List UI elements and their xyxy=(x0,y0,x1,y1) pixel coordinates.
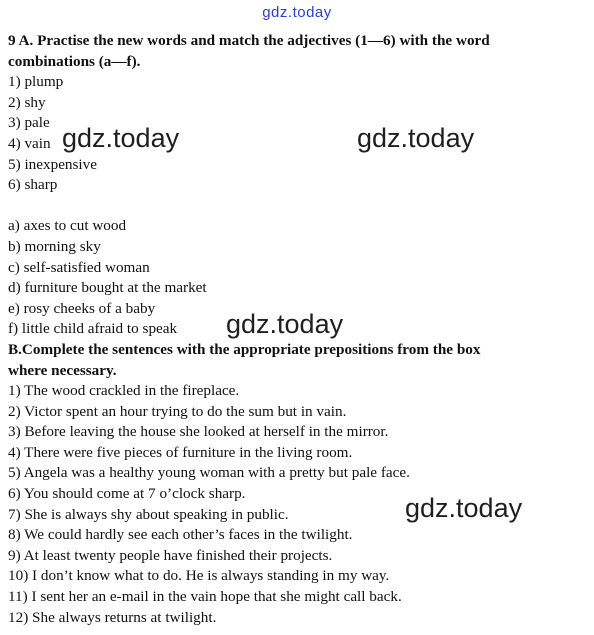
list-item: 3) Before leaving the house she looked at herself in the mirror. xyxy=(8,423,389,441)
task-b-title: B.Complete the sentences with the appropriate prepositions from the box xyxy=(8,340,481,358)
task-b-title-cont: where necessary. xyxy=(8,361,117,379)
watermark: gdz.today xyxy=(62,123,180,153)
list-item: 10) I don’t know what to do. He is always standing in my way. xyxy=(8,567,390,585)
list-item: 6) You should come at 7 o’clock sharp. xyxy=(8,485,246,503)
list-item: 3) pale xyxy=(8,114,50,132)
list-item: 2) shy xyxy=(8,93,46,111)
list-item: a) axes to cut wood xyxy=(8,217,127,235)
list-item: 5) inexpensive xyxy=(8,155,97,173)
list-item: 1) The wood crackled in the fireplace. xyxy=(8,382,240,400)
list-item: 1) plump xyxy=(8,73,64,91)
list-item: d) furniture bought at the market xyxy=(8,279,207,297)
list-item: c) self-satisfied woman xyxy=(8,258,150,276)
list-item: 4) There were five pieces of furniture in the living room. xyxy=(8,443,353,461)
list-item: 8) We could hardly see each other’s faces in the twilight. xyxy=(8,526,353,544)
task-a-title-cont: combinations (a—f). xyxy=(8,52,141,70)
list-item: 12) She always returns at twilight. xyxy=(8,608,217,626)
list-item: 5) Angela was a healthy young woman with a pretty but pale face. xyxy=(8,464,410,482)
watermark: gdz.today xyxy=(357,123,475,153)
watermark-header: gdz.today xyxy=(262,4,332,21)
task-a-title: 9 A. Practise the new words and match the adjectives (1—6) with the word xyxy=(8,32,490,49)
list-item: 11) I sent her an e-mail in the vain hope that she might call back. xyxy=(8,588,402,606)
list-item: 9) At least twenty people have finished their projects. xyxy=(8,546,333,564)
list-item: 4) vain xyxy=(8,134,51,152)
list-item: 6) sharp xyxy=(8,176,58,194)
list-item: b) morning sky xyxy=(8,237,101,255)
list-item: e) rosy cheeks of a baby xyxy=(8,299,156,317)
list-item: f) little child afraid to speak xyxy=(8,320,178,338)
watermark: gdz.today xyxy=(405,493,523,523)
watermark: gdz.today xyxy=(226,309,344,339)
list-item: 7) She is always shy about speaking in public. xyxy=(8,505,289,523)
spacer xyxy=(8,196,588,217)
list-item: 2) Victor spent an hour trying to do the sum but in vain. xyxy=(8,402,347,420)
